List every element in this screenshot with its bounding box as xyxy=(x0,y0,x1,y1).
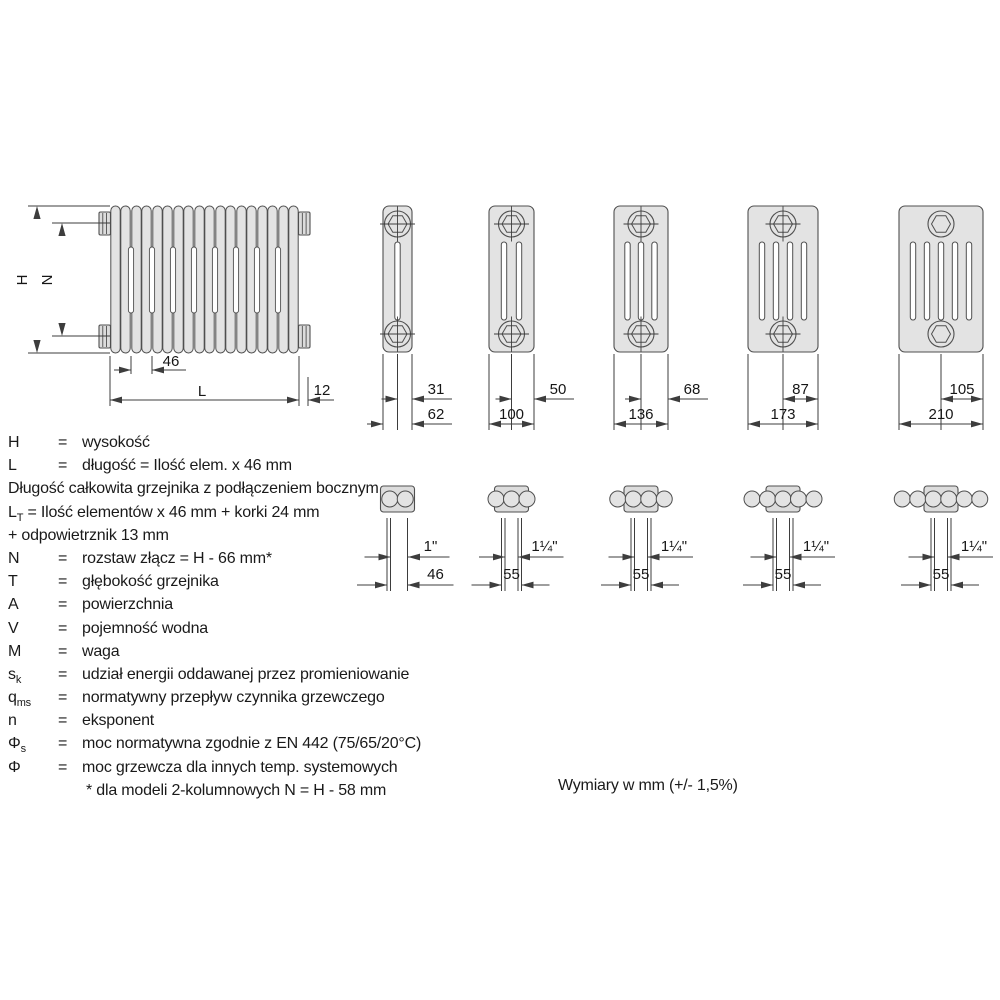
legend-text: = Ilość elementów x 46 mm + korki 24 mm xyxy=(27,503,320,521)
dim-label: 55 xyxy=(503,566,520,583)
legend-text: głębokość grzejnika xyxy=(82,573,219,591)
legend-text: udział energii oddawanej przez promieniowanie xyxy=(82,665,410,683)
legend-equals: = xyxy=(58,712,68,730)
legend-row xyxy=(8,617,568,640)
side-view-5col xyxy=(748,206,818,430)
legend-symbol: L xyxy=(8,457,17,475)
dim-label: H xyxy=(14,274,31,286)
legend-equals: = xyxy=(58,457,68,475)
legend-row xyxy=(8,501,568,524)
legend-text: moc normatywna zgodnie z EN 442 (75/65/20°C) xyxy=(82,735,422,753)
legend xyxy=(8,431,568,802)
side-view-4col xyxy=(614,206,708,430)
legend-row xyxy=(8,454,568,477)
legend-row xyxy=(8,663,568,686)
legend-row xyxy=(8,640,568,663)
legend-equals: = xyxy=(58,758,68,776)
dim-label: N xyxy=(39,274,56,286)
dim-label: 55 xyxy=(932,566,950,583)
legend-symbol: $L_T$ xyxy=(8,503,24,524)
top-view-5col xyxy=(743,486,835,591)
legend-text: waga xyxy=(82,642,120,660)
legend-symbol: n xyxy=(8,712,17,730)
dim-label: 1¼" xyxy=(660,538,688,555)
legend-symbol: M xyxy=(8,642,22,660)
dim-label: 55 xyxy=(632,566,650,583)
legend-equals: = xyxy=(58,689,68,707)
legend-text: rozstaw złącz = H - 66 mm* xyxy=(82,549,272,567)
dim-label: 55 xyxy=(774,566,792,583)
dim-label: 1¼" xyxy=(531,538,558,555)
dim-label: 46 xyxy=(162,353,180,370)
legend-text: wysokość xyxy=(82,434,150,451)
legend-row xyxy=(8,593,568,616)
legend-equals: = xyxy=(58,434,68,451)
legend-row xyxy=(8,570,568,593)
legend-symbol: H xyxy=(8,434,20,451)
legend-equals: = xyxy=(58,735,68,753)
dim-label: 50 xyxy=(549,381,567,398)
dim-label: 100 xyxy=(498,406,525,423)
legend-text: eksponent xyxy=(82,712,155,730)
top-view-6col xyxy=(894,486,993,591)
legend-symbol: $\Phi_s$ xyxy=(8,735,26,756)
legend-row xyxy=(8,732,568,755)
dim-label: 31 xyxy=(427,381,445,398)
dim-label: 1" xyxy=(423,538,438,555)
footnote: Wymiary w mm (+/- 1,5%) xyxy=(558,777,738,794)
legend-symbol: T xyxy=(8,573,18,591)
legend-symbol: N xyxy=(8,549,20,567)
side-view-2col xyxy=(367,206,452,430)
dim-label: 68 xyxy=(683,381,701,398)
legend-equals: = xyxy=(58,619,68,637)
top-view-4col xyxy=(601,486,693,591)
legend-text: długość = Ilość elem. x 46 mm xyxy=(82,457,292,475)
legend-equals: = xyxy=(58,549,68,567)
legend-equals: = xyxy=(58,596,68,614)
legend-row xyxy=(8,709,568,732)
dim-label: 136 xyxy=(628,406,654,423)
legend-row xyxy=(8,477,568,500)
dim-label: 46 xyxy=(427,566,444,583)
legend-row xyxy=(8,756,568,779)
legend-text: moc grzewcza dla innych temp. systemowych xyxy=(82,758,398,776)
dim-label: 173 xyxy=(770,406,796,423)
legend-text: pojemność wodna xyxy=(82,619,208,637)
legend-symbol: Φ xyxy=(8,758,21,776)
dim-label: 62 xyxy=(427,406,445,423)
side-view-3col xyxy=(489,206,574,430)
legend-equals: = xyxy=(58,642,68,660)
legend-symbol: V xyxy=(8,619,19,637)
legend-row xyxy=(8,779,568,802)
dim-label: 1¼" xyxy=(960,538,988,555)
legend-row xyxy=(8,547,568,570)
legend-symbol: $s_k$ xyxy=(8,665,22,687)
dim-label: 105 xyxy=(949,381,975,398)
legend-symbol: $q_{ms}$ xyxy=(8,689,31,710)
side-view-6col xyxy=(899,206,983,430)
dim-label: 1¼" xyxy=(802,538,830,555)
dim-label: 12 xyxy=(313,382,331,399)
legend-text: + odpowietrznik 13 mm xyxy=(8,526,169,544)
legend-row xyxy=(8,524,568,547)
legend-text: * dla modeli 2-kolumnowych N = H - 58 mm xyxy=(86,781,387,799)
legend-equals: = xyxy=(58,573,68,591)
dim-label: 210 xyxy=(928,406,954,423)
legend-text: Długość całkowita grzejnika z podłączeniem bocznym xyxy=(8,480,379,498)
legend-text: powierzchnia xyxy=(82,596,173,614)
legend-row xyxy=(8,686,568,709)
legend-symbol: A xyxy=(8,596,19,614)
front-view xyxy=(14,206,334,406)
legend-row xyxy=(8,431,568,454)
legend-text: normatywny przepływ czynnika grzewczego xyxy=(82,689,385,707)
dim-label: L xyxy=(197,383,207,400)
legend-equals: = xyxy=(58,665,68,683)
dim-label: 87 xyxy=(792,381,809,398)
